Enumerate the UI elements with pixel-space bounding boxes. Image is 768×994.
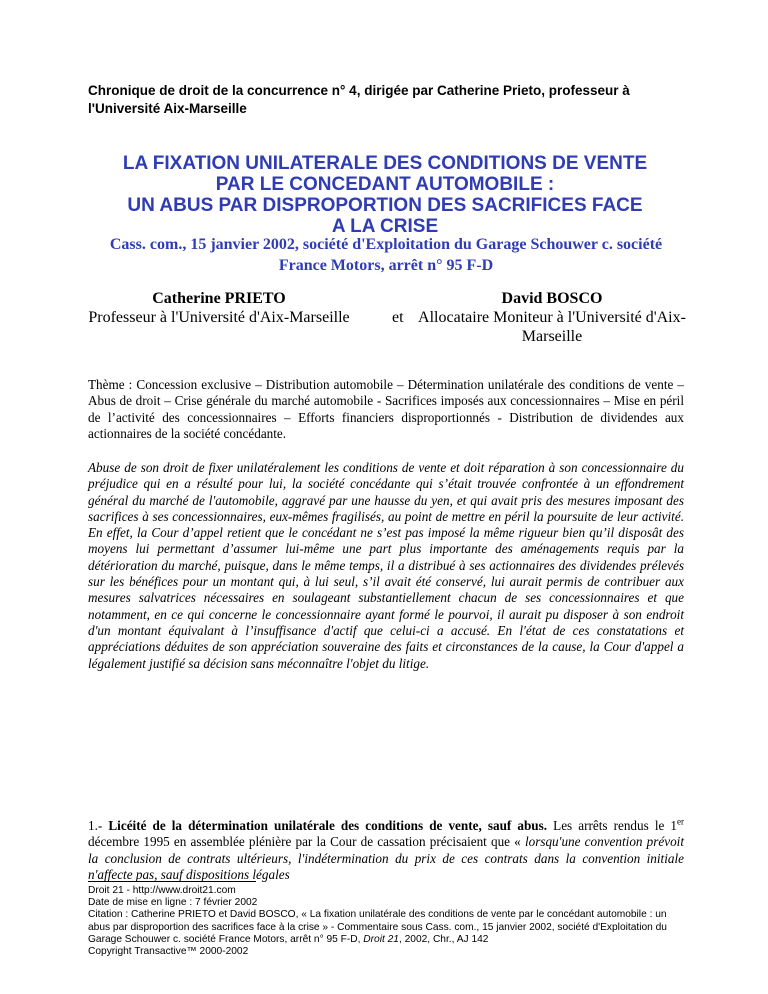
footer-date: Date de mise en ligne : 7 février 2002 bbox=[88, 897, 258, 909]
footer-citation bbox=[88, 909, 688, 946]
paragraph-number: 1.- bbox=[88, 818, 103, 833]
author-name: David BOSCO bbox=[501, 290, 603, 307]
chronique-header: Chronique de droit de la concurrence n° 4, dirigée par Catherine Prieto, professeur à l'Université Aix-Marseille bbox=[88, 83, 630, 116]
case-reference: Cass. com., 15 janvier 2002, société d'Exploitation du Garage Schouwer c. société France Motors, arrêt n° 95 F-D bbox=[109, 236, 663, 274]
abstract: Abuse de son droit de fixer unilatéralement les conditions de vente et doit réparation à son concessionnaire du préjudice qui en a résulté pour lui, la société concédante qui s’était trouvée confrontée à un effondrement général du marché de l'automobile, aggravé par une hausse du yen, et qui avait pris des mesures imposant des sacrifices à ses concessionnaires, eux-mêmes fragilisés, au point de mettre en péril la poursuite de leur activité. En effet, la Cour d’appel retient que le concédant ne s’est pas imposé la même rigueur bien qu’il disposât des moyens lui permettant d’assumer lui-même une part plus importante des aménagements requis par la détérioration du marché, puisque, dans le même temps, il a distribué à ses actionnaires des dividendes prélevés sur les bénéfices pour un montant qui, à lui seul, s’il avait été conservé, lui aurait permis de contribuer aux mesures salvatrices nécessaires en soulageant substantiellement chacun de ses concessionnaires et que notamment, en ce qui concerne le concessionnaire ayant formé le pourvoi, il aurait pu disposer à son endroit d'un montant équivalant à l’insuffisance d'actif que celui-ci a accusé. En l'état de ces constatations et appréciations déduites de son appréciation souveraine des faits et circonstances de la cause, la Cour d'appel a légalement justifié sa décision sans méconnaître l'objet du litige. bbox=[88, 460, 684, 671]
paragraph-heading: Licéité de la détermination unilatérale des conditions de vente, sauf abus. bbox=[108, 818, 548, 833]
title-line: A LA CRISE bbox=[331, 216, 439, 237]
footer-copyright: Copyright Transactive™ 2000-2002 bbox=[88, 946, 249, 958]
author-role: Allocataire Moniteur à l'Université d'Aix-Marseille bbox=[418, 309, 686, 345]
author-name: Catherine PRIETO bbox=[152, 290, 286, 307]
theme-keywords: Thème : Concession exclusive – Distribution automobile – Détermination unilatérale des conditions de vente – Abus de droit – Crise générale du marché automobile - Sacrifices imposés aux concessionnaires – Mise en péril de l’activité des concessionnaires – Efforts financiers disproportionnés - Distribution de dividendes aux actionnaires de la société concédante. bbox=[88, 377, 684, 441]
authors-connector: et bbox=[392, 309, 404, 326]
citation-text: Citation : Catherine PRIETO et David BOSCO, « La fixation unilatérale des conditions de vente par le concédant automobile : un abus par disproportion des sacrifices face à la crise » - Commentaire sous Cass. com., 15 janvier 2002, société d'Exploitation du Garage Schouwer c. société France Motors, arrêt n° 95 F-D, bbox=[88, 909, 667, 945]
paragraph-text: Les arrêts rendus le 1 bbox=[553, 818, 677, 833]
citation-text-end: , 2002, Chr., AJ 142 bbox=[398, 933, 489, 945]
author-role: Professeur à l'Université d'Aix-Marseille bbox=[88, 309, 350, 326]
footnote-separator bbox=[88, 881, 256, 882]
title-line: LA FIXATION UNILATERALE DES CONDITIONS DE VENTE bbox=[122, 153, 648, 174]
author-right bbox=[416, 289, 688, 346]
authors-block bbox=[88, 289, 688, 361]
paragraph-text: décembre 1995 en assemblée plénière par la Cour de cassation précisaient que « bbox=[88, 834, 521, 850]
title-line: UN ABUS PAR DISPROPORTION DES SACRIFICES FACE bbox=[127, 195, 643, 216]
author-left bbox=[88, 289, 350, 327]
footer-site: Droit 21 - http://www.droit21.com bbox=[88, 885, 236, 896]
paragraph-1 bbox=[88, 818, 684, 883]
article-title bbox=[80, 153, 690, 237]
ordinal-superscript: er bbox=[677, 816, 684, 827]
page-footer bbox=[88, 885, 688, 958]
citation-journal: Droit 21 bbox=[363, 933, 399, 945]
paragraph-quote: lorsqu'une convention prévoit la conclusion de contrats ultérieurs, l'indétermination du prix de ces contrats dans la convention initiale n'affecte pas, sauf dispositions légales bbox=[88, 834, 685, 882]
title-line: PAR LE CONCEDANT AUTOMOBILE : bbox=[215, 174, 555, 195]
